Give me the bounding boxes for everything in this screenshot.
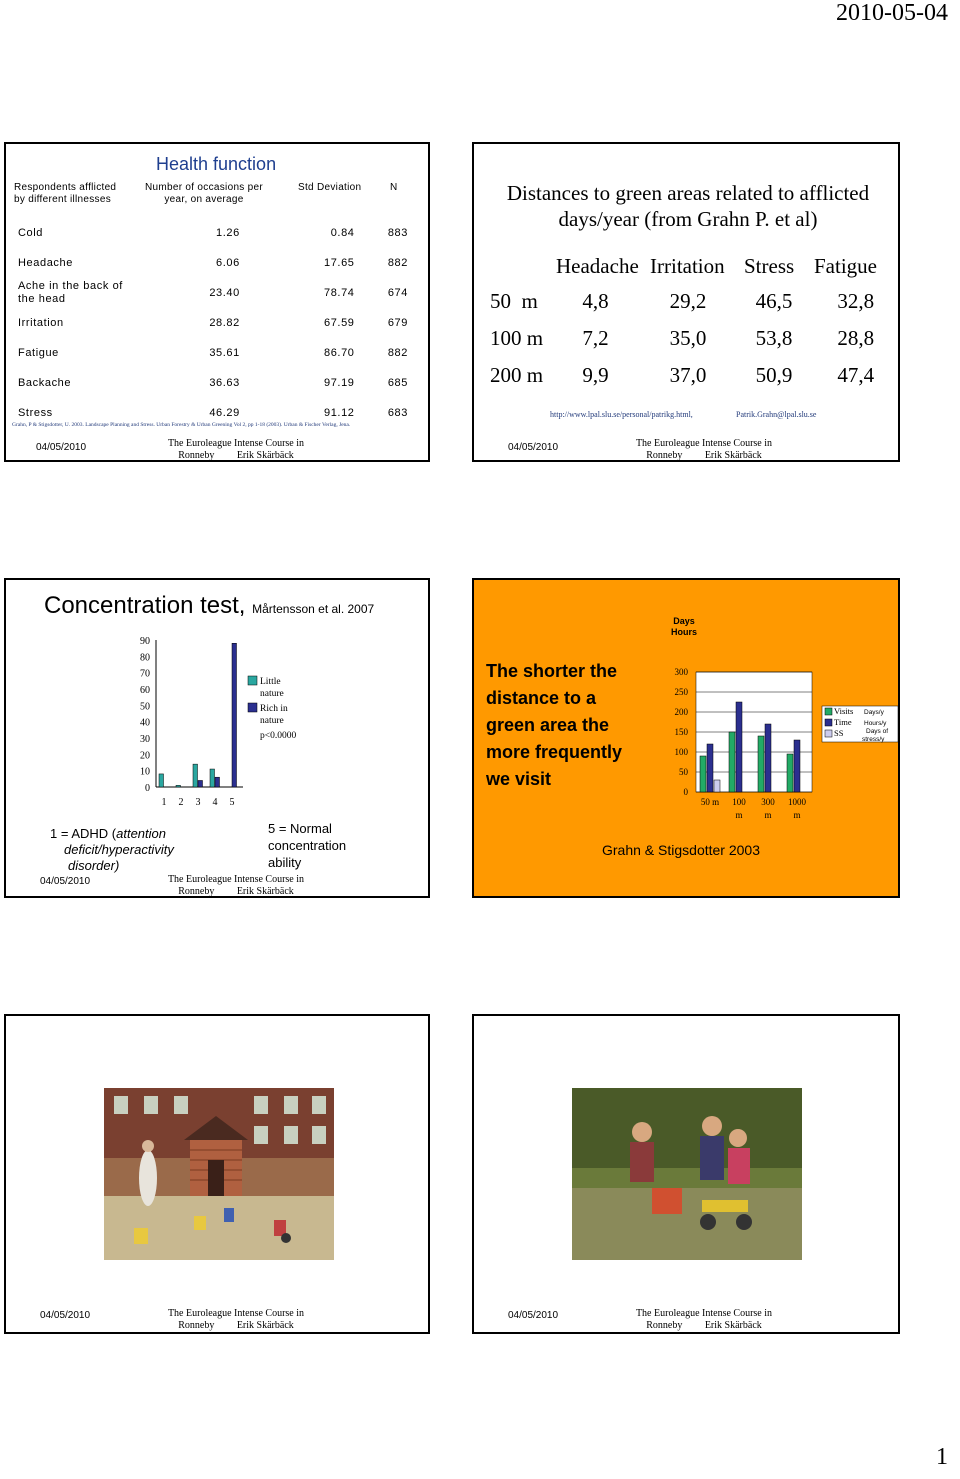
- row-name: Fatigue: [18, 346, 59, 359]
- bar: [232, 643, 237, 787]
- slide-photo-children: [472, 1014, 900, 1334]
- table-row: [490, 320, 898, 357]
- header-respondents: [14, 182, 116, 206]
- title-line: days/year (from Grahn P. et al): [558, 207, 818, 231]
- footer-course: [604, 1308, 804, 1332]
- row-distance: 50 m: [490, 289, 538, 313]
- bar: [758, 736, 764, 792]
- footer-location: Ronneby: [646, 450, 683, 461]
- legend-label: Rich in nature: [260, 704, 288, 726]
- row-sd: 0.84: [330, 227, 355, 239]
- col-headache: Headache: [556, 254, 639, 278]
- slide-concentration: [4, 578, 430, 898]
- bar: [736, 702, 742, 792]
- legend-swatch: [825, 730, 832, 737]
- legend-swatch: [248, 703, 257, 712]
- x-tick-label: 100 m: [732, 797, 746, 820]
- footer-course: [604, 438, 804, 462]
- row-value: 32,8: [837, 289, 875, 313]
- y-tick-label: 70: [140, 668, 150, 680]
- bar: [714, 780, 720, 792]
- row-sd: 91.12: [323, 407, 355, 419]
- row-n: 685: [387, 377, 408, 389]
- footer-author: Erik Skärbäck: [704, 1320, 762, 1331]
- courtyard-photo: [104, 1088, 334, 1260]
- table-row: [12, 338, 422, 368]
- legend-label: Little nature: [260, 677, 284, 699]
- illness-table: [12, 218, 422, 428]
- footer-course-line: The Euroleague Intense Course in: [167, 1308, 305, 1319]
- visits-chart: [644, 614, 900, 834]
- note-line: deficit/hyperactivity: [64, 842, 174, 857]
- email-link[interactable]: Patrik.Grahn@lpal.slu.se: [736, 410, 817, 419]
- children-photo: [572, 1088, 802, 1260]
- link[interactable]: http://www.lpal.slu.se/personal/patrikg.html,: [550, 410, 693, 419]
- footer-date: 04/05/2010: [36, 442, 87, 453]
- row-mean: 6.06: [216, 257, 240, 269]
- row-value: 29,2: [669, 289, 707, 313]
- col-stress: Stress: [744, 254, 795, 278]
- statement-line: The shorter the: [486, 661, 618, 681]
- row-name: Stress: [18, 406, 53, 419]
- slide-visit-frequency: [472, 578, 900, 898]
- bar: [787, 754, 793, 792]
- note-line: ability: [268, 855, 302, 870]
- x-tick-label: 50 m: [700, 797, 720, 807]
- x-tick-label: 4: [212, 797, 218, 808]
- legend-swatch: [825, 719, 832, 726]
- row-distance: 200 m: [490, 363, 544, 387]
- footer-author: Erik Skärbäck: [236, 450, 294, 461]
- note-line: 1 = ADHD (: [50, 826, 117, 841]
- row-mean: 36.63: [209, 377, 240, 389]
- title-reference: Mårtensson et al. 2007: [252, 602, 375, 616]
- note-line: concentration: [268, 838, 347, 853]
- footer-date: 04/05/2010: [508, 442, 559, 453]
- row-name: Headache: [18, 256, 73, 269]
- y-tick-label: 60: [140, 685, 150, 696]
- row-distance: 100 m: [490, 326, 544, 350]
- bar: [159, 774, 164, 787]
- table-row: [12, 368, 422, 398]
- footer-author: Erik Skärbäck: [236, 886, 294, 897]
- bar: [765, 724, 771, 792]
- x-tick-label: 5: [229, 797, 235, 808]
- col-fatigue: Fatigue: [814, 254, 877, 278]
- y-tick-label: 90: [140, 636, 150, 647]
- slide-title: [44, 592, 374, 620]
- footer-course: [136, 874, 336, 898]
- page-date: 2010-05-04: [836, 0, 948, 26]
- x-tick-label: 1: [161, 797, 167, 808]
- citation: Grahn, P & Stigsdotter, U. 2003. Landscape Planning and Stress. Urban Forestry & Urban Greening Vol 2, pp 1-18 (2003). Urban & Fischer Verlag, Jena.: [12, 422, 351, 428]
- row-n: 883: [387, 227, 408, 239]
- header-line: by different illnesses: [14, 194, 112, 205]
- y-tick-label: 0: [683, 787, 688, 797]
- note-line: disorder): [68, 858, 120, 873]
- row-sd: 78.74: [323, 287, 355, 299]
- header-n: N: [390, 182, 398, 193]
- footer-author: Erik Skärbäck: [236, 1320, 294, 1331]
- statement-line: more frequently: [486, 742, 623, 762]
- legend-swatch: [248, 676, 257, 685]
- statement-line: distance to a: [486, 688, 597, 708]
- table-row: [12, 248, 422, 278]
- y-tick-label: 80: [140, 652, 150, 664]
- table-row: [490, 357, 898, 394]
- bar: [210, 769, 215, 787]
- bar: [193, 764, 198, 787]
- statement-line: green area the: [486, 715, 610, 735]
- title-line: Distances to green areas related to afflicted: [506, 181, 870, 205]
- row-n: 683: [387, 407, 408, 419]
- row-mean: 46.29: [209, 407, 240, 419]
- row-sd: 67.59: [323, 317, 355, 329]
- row-n: 674: [387, 287, 408, 299]
- row-value: 7,2: [582, 326, 609, 350]
- row-sd: 97.19: [323, 377, 355, 389]
- slide-statement: [486, 658, 622, 793]
- title-text: Concentration test,: [44, 592, 246, 619]
- row-value: 46,5: [755, 289, 793, 313]
- row-n: 882: [387, 257, 408, 269]
- footer-location: Ronneby: [646, 1320, 683, 1331]
- row-value: 4,8: [582, 289, 609, 313]
- footer-date: 04/05/2010: [508, 1310, 559, 1321]
- header-line: Respondents afflicted: [14, 182, 117, 193]
- row-value: 35,0: [669, 326, 707, 350]
- bar: [794, 740, 800, 792]
- bar: [700, 756, 706, 792]
- y-tick-label: 200: [674, 707, 688, 717]
- note-adhd: [50, 826, 174, 874]
- bar: [176, 785, 181, 787]
- y-tick-label: 100: [674, 747, 688, 757]
- footer-course-line: The Euroleague Intense Course in: [167, 874, 305, 885]
- footer-location: Ronneby: [178, 450, 215, 461]
- footer-course: [136, 438, 336, 462]
- bar: [729, 732, 735, 792]
- y-axis-title: Days Hours: [670, 616, 698, 637]
- legend-unit: Hours/y: [864, 720, 887, 727]
- note-normal: [268, 820, 346, 871]
- row-value: 28,8: [837, 326, 875, 350]
- legend-pvalue: p<0.0000: [260, 731, 297, 741]
- legend-unit: Days/y: [864, 709, 884, 716]
- slide-distances: [472, 142, 900, 462]
- slide-title: Health function: [156, 154, 277, 174]
- table-row: [12, 278, 422, 308]
- bar: [198, 780, 203, 787]
- row-mean: 23.40: [209, 287, 240, 299]
- header-occasions: [144, 182, 264, 206]
- y-tick-label: 20: [140, 750, 150, 762]
- legend-label: SS: [834, 728, 844, 738]
- legend-unit: Days of stress/y: [862, 728, 889, 743]
- row-name: Backache: [18, 376, 72, 389]
- distance-table: [490, 283, 898, 394]
- footer-location: Ronneby: [178, 886, 215, 897]
- row-name: Ache in the back of the head: [18, 280, 123, 305]
- slide-photo-courtyard: [4, 1014, 430, 1334]
- row-sd: 86.70: [323, 347, 355, 359]
- y-tick-label: 10: [140, 766, 150, 778]
- credit: Grahn & Stigsdotter 2003: [602, 842, 760, 858]
- y-tick-label: 300: [674, 667, 688, 677]
- statement-line: we visit: [486, 769, 552, 789]
- row-name: Cold: [18, 226, 44, 239]
- footer-course-line: The Euroleague Intense Course in: [635, 438, 773, 449]
- bar: [707, 744, 713, 792]
- footer-date: 04/05/2010: [40, 1310, 91, 1321]
- row-value: 9,9: [582, 363, 609, 387]
- x-tick-label: 3: [195, 797, 201, 808]
- x-tick-label: 1000 m: [788, 797, 806, 820]
- header-line: Number of occasions per: [144, 182, 264, 193]
- row-n: 882: [387, 347, 408, 359]
- row-sd: 17.65: [323, 257, 355, 269]
- y-tick-label: 30: [140, 734, 150, 745]
- row-value: 37,0: [669, 363, 707, 387]
- y-tick-label: 250: [674, 687, 688, 697]
- footer-course: [136, 1308, 336, 1332]
- y-tick-label: 150: [674, 727, 688, 737]
- footer-course-line: The Euroleague Intense Course in: [167, 438, 305, 449]
- row-value: 53,8: [755, 326, 793, 350]
- col-irritation: Irritation: [650, 254, 725, 278]
- page-number: 1: [936, 1444, 948, 1470]
- row-name: Irritation: [18, 316, 64, 329]
- y-tick-label: 0: [145, 783, 150, 794]
- row-value: 47,4: [837, 363, 875, 387]
- table-row: [12, 218, 422, 248]
- footer-course-line: The Euroleague Intense Course in: [635, 1308, 773, 1319]
- footer-author: Erik Skärbäck: [704, 450, 762, 461]
- legend-label: Visits: [834, 706, 854, 716]
- y-tick-label: 50: [679, 767, 688, 777]
- row-n: 679: [387, 317, 408, 329]
- bar: [215, 777, 220, 787]
- header-line: year, on average: [164, 194, 244, 205]
- y-tick-label: 50: [140, 701, 150, 713]
- row-value: 50,9: [755, 363, 793, 387]
- table-row: [490, 283, 898, 320]
- footer-date: 04/05/2010: [40, 876, 91, 887]
- x-tick-label: 300 m: [761, 797, 775, 820]
- footer-location: Ronneby: [178, 1320, 215, 1331]
- legend-label: Time: [834, 717, 852, 727]
- table-row: [12, 308, 422, 338]
- x-tick-label: 2: [178, 797, 184, 808]
- row-mean: 28.82: [209, 317, 240, 329]
- row-mean: 1.26: [216, 227, 240, 239]
- row-mean: 35.61: [209, 347, 240, 359]
- note-line: 5 = Normal: [268, 821, 332, 836]
- y-tick-label: 40: [140, 717, 150, 729]
- legend-swatch: [825, 708, 832, 715]
- concentration-chart: [6, 632, 336, 812]
- slide-health-function: [4, 142, 430, 462]
- slide-title: [488, 180, 888, 232]
- header-std-deviation: Std Deviation: [298, 182, 362, 193]
- note-line: attention: [116, 826, 166, 841]
